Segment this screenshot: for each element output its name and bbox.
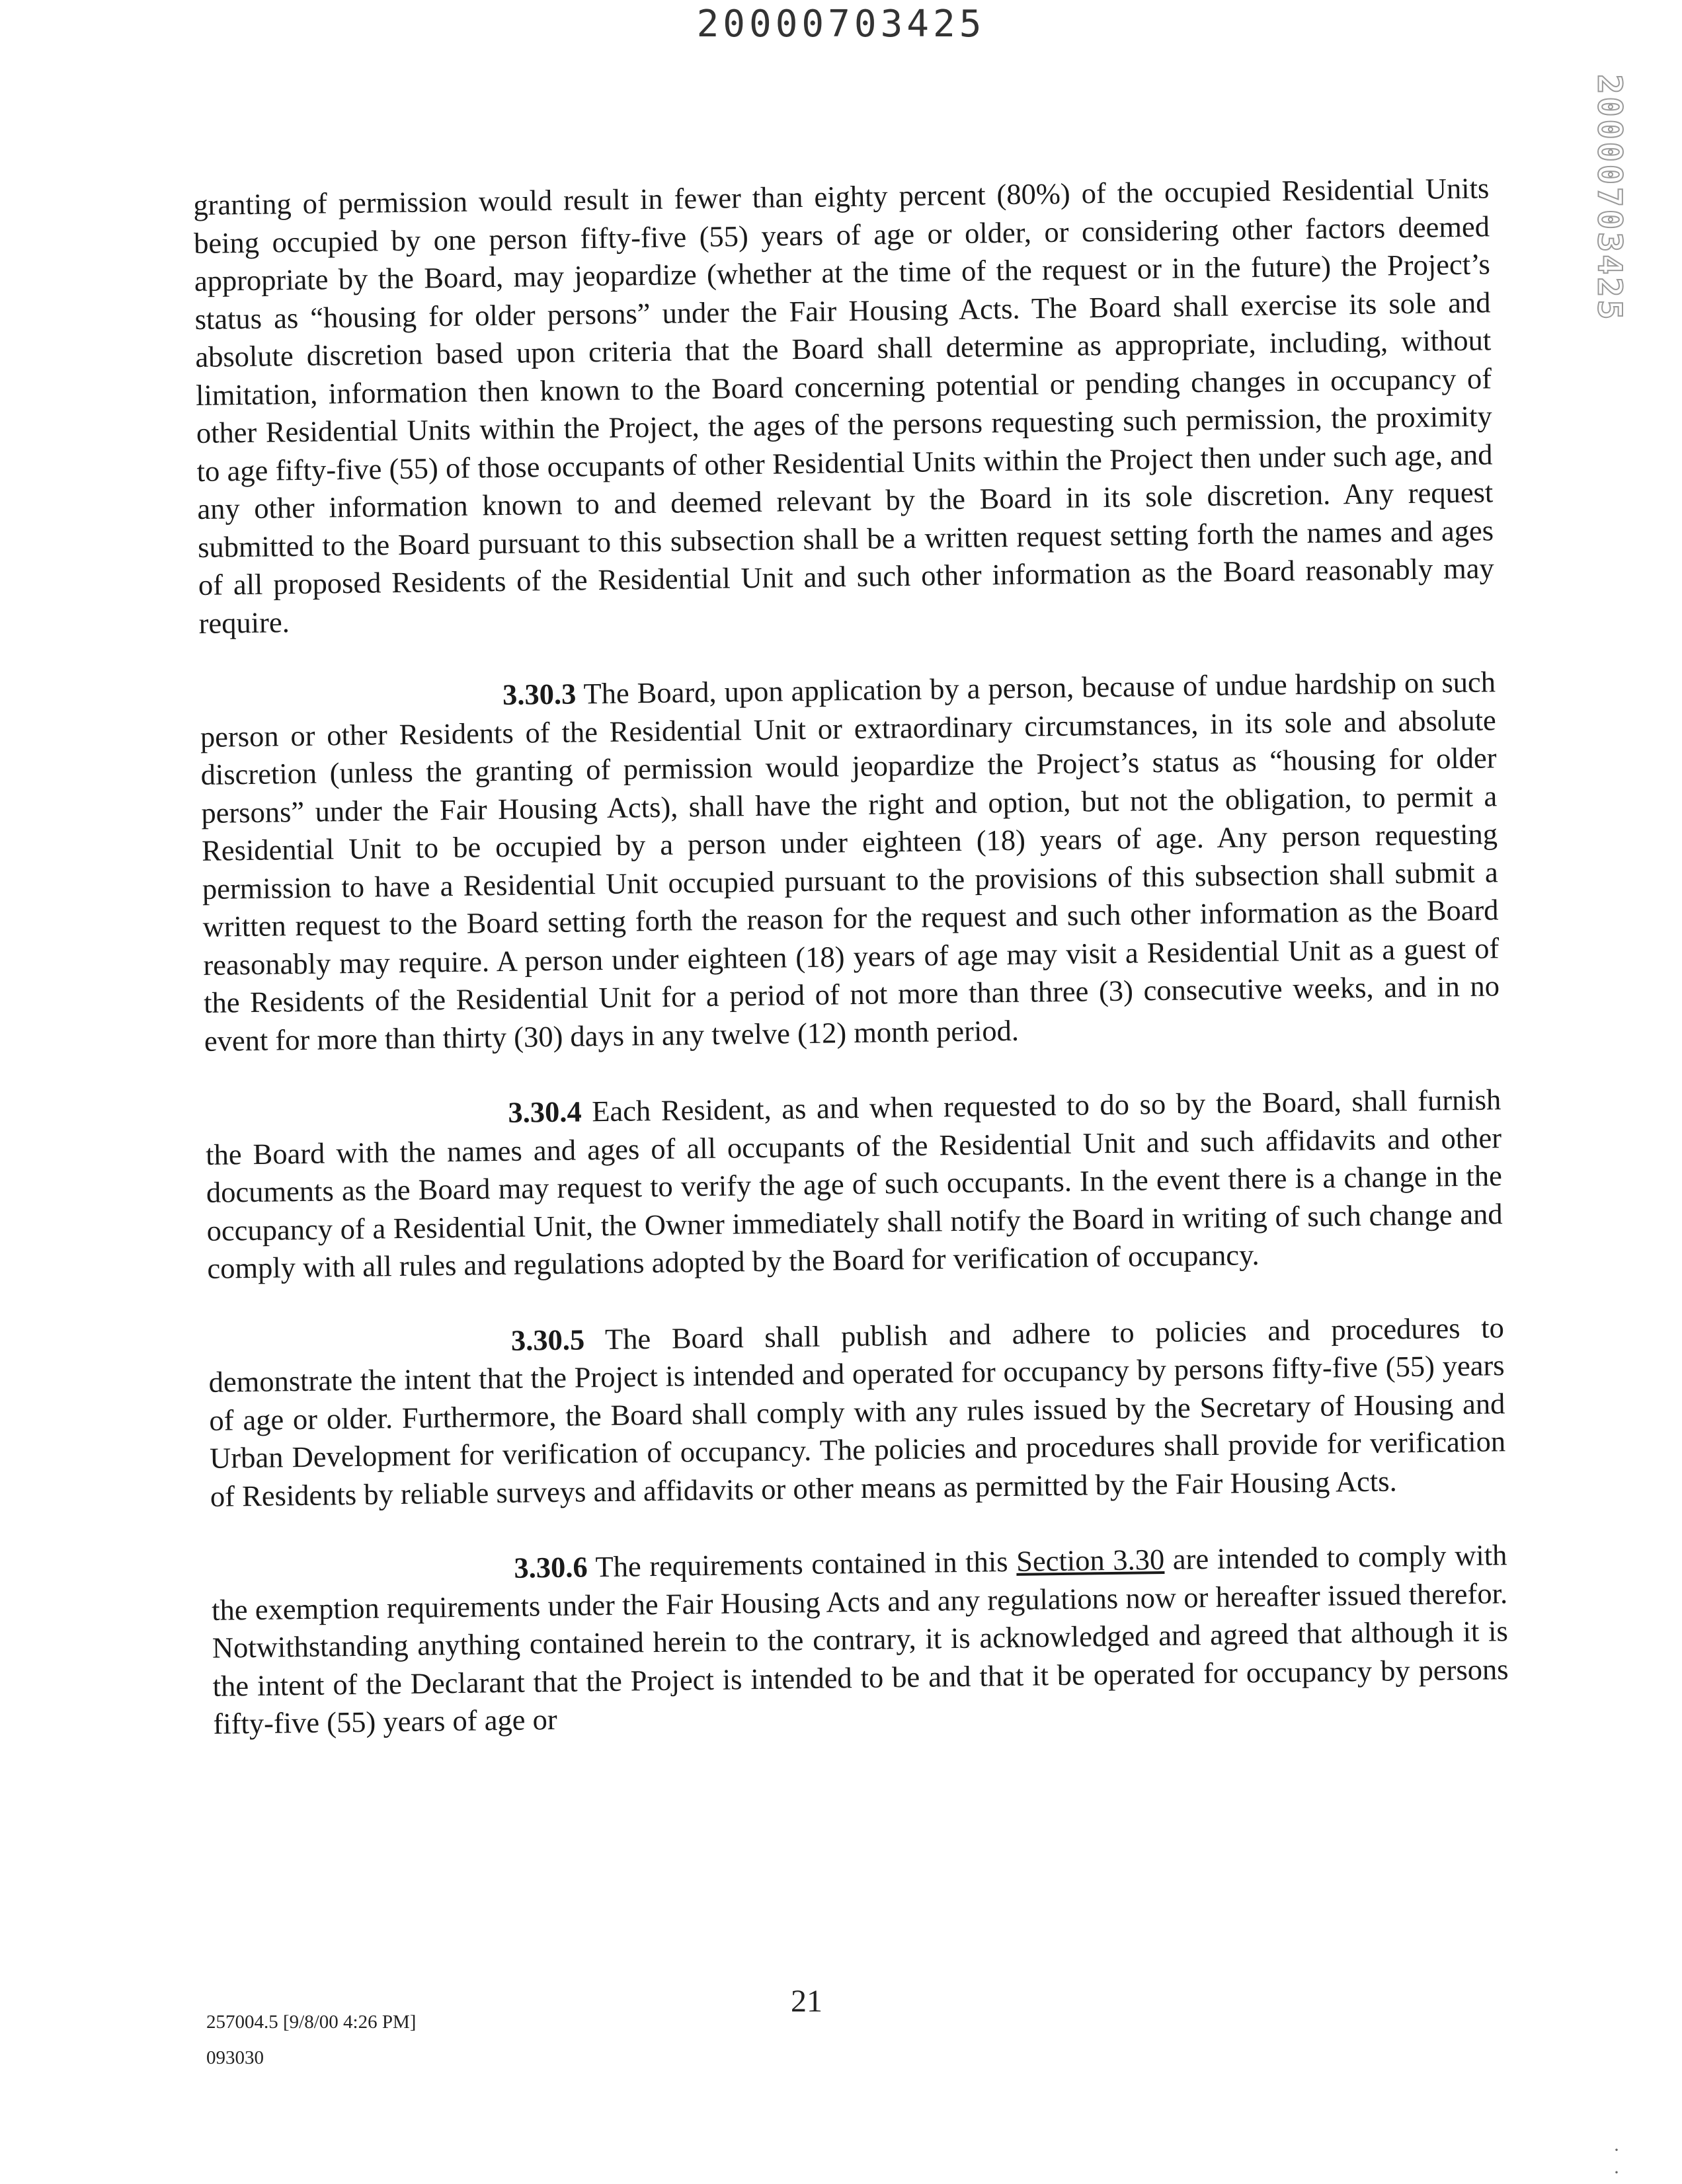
section-reference: Section 3.30 [1016,1542,1165,1578]
section-number: 3.30.3 [502,677,577,711]
paragraph-3-30-4 [205,1081,1503,1288]
section-number: 3.30.5 [510,1322,585,1357]
paragraph-text: Each Resident, as and when requested to do so by the Board, shall furnish the Board with the names and ages of all occupants of the Residential Unit and such affidavits and other documents as the Board may request to verify the age of such occupants. In the event there is a change in the occupancy of a Residential Unit, the Owner immediately shall notify the Board in writing of such change and comply with all rules and regulations adopted by the Board for verification of occupancy. [205,1083,1503,1285]
paragraph-text-after-ref: are intended to comply with the exemption requirements under the Fair Housing Acts and any regulations now or hereafter issued therefor. Notwithstanding anything contained herein to the contrary, it is acknowledged and agreed that although it is the intent of the Declarant that the Project is intended to be and that it be operated for occupancy by persons fifty-five (55) years of age or [211,1538,1509,1740]
section-number: 3.30.6 [514,1550,588,1584]
document-footer-reference [206,2004,416,2076]
paragraph-3-30-6 [211,1536,1509,1743]
side-stamp-text: 20000703425 [1591,74,1630,323]
paragraph-text: The Board shall publish and adhere to policies and procedures to demonstrate the intent that the Project is intended and operated for occupancy by persons fifty-five (55) years of age or older. Furthermore, the Board shall comply with any rules issued by the Secretary of Housing and Urban Development for verification of occupancy. The policies and procedures shall provide for verification of Residents by reliable surveys and affidavits or other means as permitted by the Fair Housing Acts. [208,1310,1506,1513]
paragraph-3-30-3 [200,663,1500,1060]
recording-number: 20000703425 [696,3,986,46]
paragraph-text-before-ref: The requirements contained in this [587,1544,1017,1584]
doc-reference: 257004.5 [9/8/00 4:26 PM] [206,2011,417,2033]
paragraph-continuation: granting of permission would result in fewer than eighty percent (80%) of the occupied Residential Units being occupied by one person fifty-five (55) years of age or older, or considering other factors deemed appropriate by the Board, may jeopardize (whether at the time of the request or in the future) the Project’s status as “housing for older persons” under the Fair Housing Acts. The Board shall exercise its sole and absolute discretion based upon criteria that the Board shall determine as appropriate, including, without limitation, information then known to the Board concerning potential or pending changes in occupancy of other Residential Units within the Project, the ages of the persons requesting such permission, the proximity to age fifty-five (55) of those occupants of other Residential Units within the Project then under such age, and any other information known to and deemed relevant by the Board in its sole discretion. Any request submitted to the Board pursuant to this subsection shall be a written request setting forth the names and ages of all proposed Residents of the Residential Unit and such other information as the Board reasonably may require. [193,171,1495,640]
side-stamp [1587,74,1633,323]
scan-specks: · · [1613,2139,1646,2183]
paragraph-text: The Board, upon application by a person, because of undue hardship on such person or other Residents of the Residential Unit or extraordinary circumstances, in its sole and absolute discretion (unless the granting of permission would jeopardize the Project’s status as “housing for older persons” under the Fair Housing Acts), shall have the right and option, but not the obligation, to permit a Residential Unit to be occupied by a person under eighteen (18) years of age. Any person requesting permission to have a Residential Unit occupied pursuant to the provisions of this subsection shall submit a written request to the Board setting forth the reason for the request and such other information as the Board reasonably may require. A person under eighteen (18) years of age may visit a Residential Unit as a guest of the Residents of the Residential Unit for a period of not more than three (3) consecutive weeks, and in no event for more than thirty (30) days in any twelve (12) month period. [200,665,1500,1058]
page-number: 21 [791,1984,822,2019]
paragraph-3-30-5 [208,1309,1507,1516]
document-body [193,169,1509,1781]
doc-number: 093030 [206,2047,264,2068]
section-number: 3.30.4 [508,1095,582,1129]
